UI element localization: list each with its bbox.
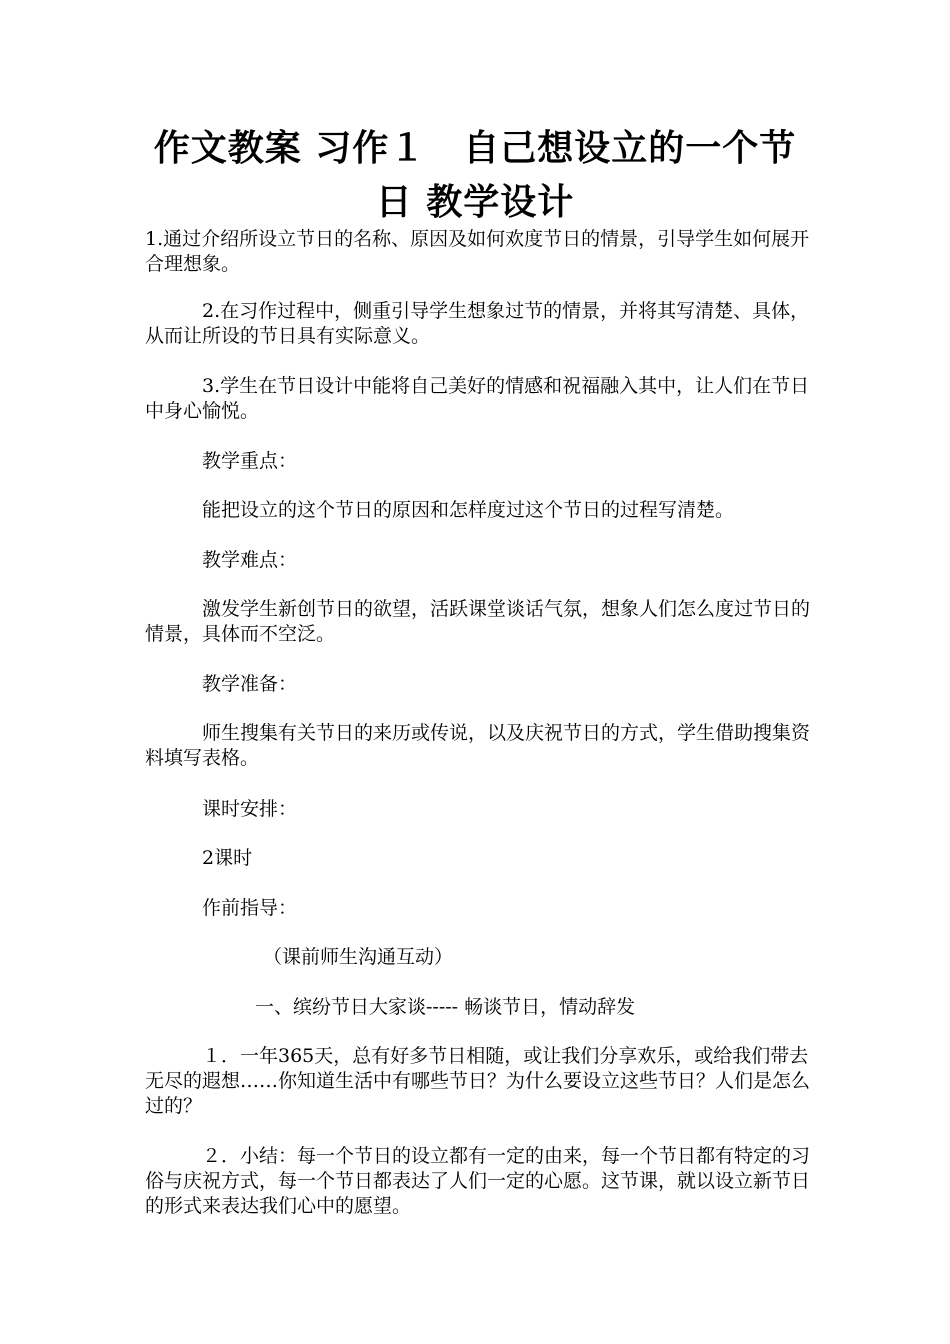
key-points-text: 能把设立的这个节日的原因和怎样度过这个节日的过程写清楚。: [202, 499, 735, 521]
preparation-text: 师生搜集有关节日的来历或传说，以及庆祝节日的方式，学生借助搜集资料填写表格。: [145, 722, 811, 769]
difficulty-heading: 教学难点：: [202, 549, 298, 571]
step-2-text: ２．小结：每一个节日的设立都有一定的由来，每一个节日都有特定的习俗与庆祝方式，每一个节日都表达了人们一定的心愿。这节课，就以设立新节日的形式来表达我们心中的愿望。: [145, 1145, 811, 1217]
guidance-note: （课前师生沟通互动）: [263, 946, 454, 968]
key-points-heading: 教学重点：: [202, 450, 298, 472]
difficulty-text: 激发学生新创节日的欲望，活跃课堂谈话气氛，想象人们怎么度过节日的情景，具体而不空泛。: [145, 598, 811, 645]
section-one-heading: 一、缤纷节日大家谈----- 畅谈节日，情动辞发: [255, 996, 636, 1018]
schedule-text: 2课时: [202, 847, 253, 869]
step-1-text: １．一年365天，总有好多节日相随，或让我们分享欢乐，或给我们带去无尽的遐想……你知道生活中有哪些节日？为什么要设立这些节日？人们是怎么过的？: [145, 1045, 811, 1117]
guidance-heading: 作前指导：: [202, 897, 298, 919]
objective-1: 1.通过介绍所设立节日的名称、原因及如何欢度节日的情景，引导学生如何展开合理想象。: [145, 228, 810, 275]
objective-2: 2.在习作过程中，侧重引导学生想象过节的情景，并将其写清楚、具体，从而让所设的节日具有实际意义。: [145, 300, 810, 347]
document-title: 作文教案 习作１ 自己想设立的一个节日 教学设计: [153, 128, 797, 223]
preparation-heading: 教学准备：: [202, 673, 298, 695]
objective-3: 3.学生在节日设计中能将自己美好的情感和祝福融入其中，让人们在节日中身心愉悦。: [145, 375, 810, 422]
schedule-heading: 课时安排：: [202, 798, 298, 820]
